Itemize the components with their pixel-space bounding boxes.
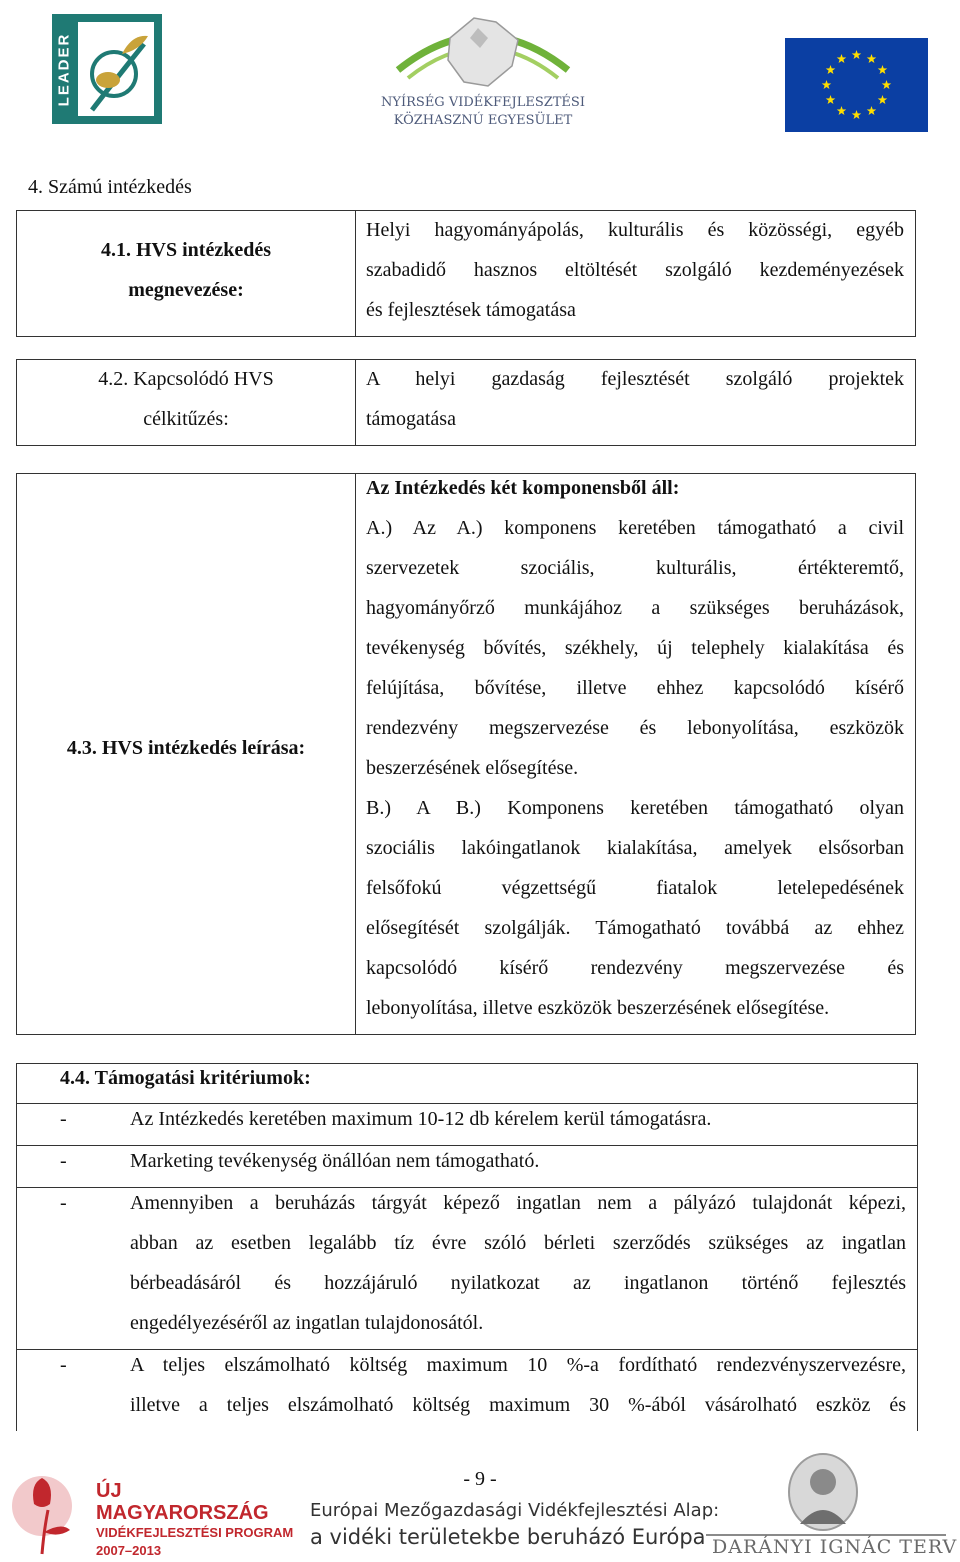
objective-text: A helyi gazdaság fejlesztését szolgáló projektek támogatása [366,368,904,430]
umvp-logo [4,1470,294,1558]
daranyi-logo [706,1452,958,1560]
section-title: 4. Számú intézkedés [28,176,192,198]
leader-text: LEADER [55,32,73,106]
eu-star-icon [837,54,847,63]
criteria-row-3 [16,1187,918,1348]
description-text: Az Intézkedés két komponensből áll: A.) Az A.) komponens keretében támogatható a civil szervezetek szociális, kulturális, értékteremtő, hagyományőrző munkájához a szükséges beruházások, tevékenység bővítés, székhely, új telephely kialakítása és felújítása, bővítése, illetve ehhez kapcsolódó kísérő rendezvény megszervezése és lebonyolítása, eszközök beszerzésének elősegítése. B.) A B.) Komponens keretében támogatható olyan szociális lakóingatlanok kialakítása, amelyek elsősorban felsőfokú végzettségű fiatalok letelepedésének elősegítését szolgálják. Támogatható továbbá az ehhez kapcsolódó kísérő rendezvény megszervezése és lebonyolítása, illetve eszközök beszerzésének elősegítése. [366,468,904,1028]
tulip-icon [4,1470,94,1558]
eu-star-icon [852,50,862,59]
leader-logo [52,14,162,124]
org-name-line2: KÖZHASZNÚ EGYESÜLET [393,113,573,128]
eu-star-icon [867,54,877,63]
eu-star-icon [826,95,836,104]
umvp-years: 2007–2013 [96,1543,162,1558]
criteria-title: 4.4. Támogatási kritériumok: [60,1067,311,1089]
criteria-row-4 [16,1349,918,1432]
description-heading: Az Intézkedés két komponensből áll: [366,477,680,499]
eu-star-icon [878,95,888,104]
eu-star-icon [852,110,862,119]
measure-name-text: Helyi hagyományápolás, kulturális és közösségi, egyéb szabadidő hasznos eltöltését szolgáló kezdeményezések és fejlesztések támogatása [366,219,904,321]
portrait-icon [786,1452,860,1532]
criteria-dash: - [60,1108,67,1130]
eu-star-icon [837,106,847,115]
nyirseg-logo [378,8,588,136]
criteria-row-1 [16,1103,918,1144]
eu-star-icon [867,106,877,115]
criteria-item-3: Amennyiben a beruházás tárgyát képező ingatlan nem a pályázó tulajdonát képezi, abban az esetben legalább tíz évre szóló bérleti szerződés szükséges az ingatlan bérbeadásáról és hozzájáruló nyilatkozat az ingatlanon történő fejlesztés engedélyezéséről az ingatlan tulajdonosától. [130,1192,906,1334]
eu-star-icon [826,65,836,74]
umvp-subtitle: VIDÉKFEJLESZTÉSI PROGRAM [96,1525,294,1540]
measure-name-label: 4.1. HVS intézkedés megnevezése: [101,239,271,301]
daranyi-text: DARÁNYI IGNÁC TERV [712,1536,958,1558]
eu-star-icon [878,65,888,74]
criteria-item-1: Az Intézkedés keretében maximum 10-12 db kérelem kerül támogatásra. [130,1108,712,1130]
eu-star-icon [882,80,892,89]
criteria-item-2: Marketing tevékenység önállóan nem támogatható. [130,1150,540,1172]
criteria-row-2 [16,1145,918,1186]
umvp-title: ÚJ MAGYARORSZÁG [96,1480,269,1524]
description-label: 4.3. HVS intézkedés leírása: [66,737,306,759]
criteria-item-4: A teljes elszámolható költség maximum 10 %-a fordítható rendezvényszervezésre, illetve a teljes elszámolható költség maximum 30 %-ából vásárolható eszköz és [130,1354,906,1416]
criteria-dash: - [60,1354,67,1376]
objective-label: 4.2. Kapcsolódó HVS célkitűzés: [98,368,274,430]
page-number: - 9 - [463,1468,497,1490]
org-name-line1: NYÍRSÉG VIDÉKFEJLESZTÉSI [381,95,585,110]
eu-flag [785,38,928,132]
criteria-dash: - [60,1150,67,1172]
criteria-dash: - [60,1192,67,1214]
eafrd-text: Európai Mezőgazdasági Vidékfejlesztési Alap: a vidéki területekbe beruházó Európa [310,1500,720,1549]
eu-star-icon [822,80,832,89]
